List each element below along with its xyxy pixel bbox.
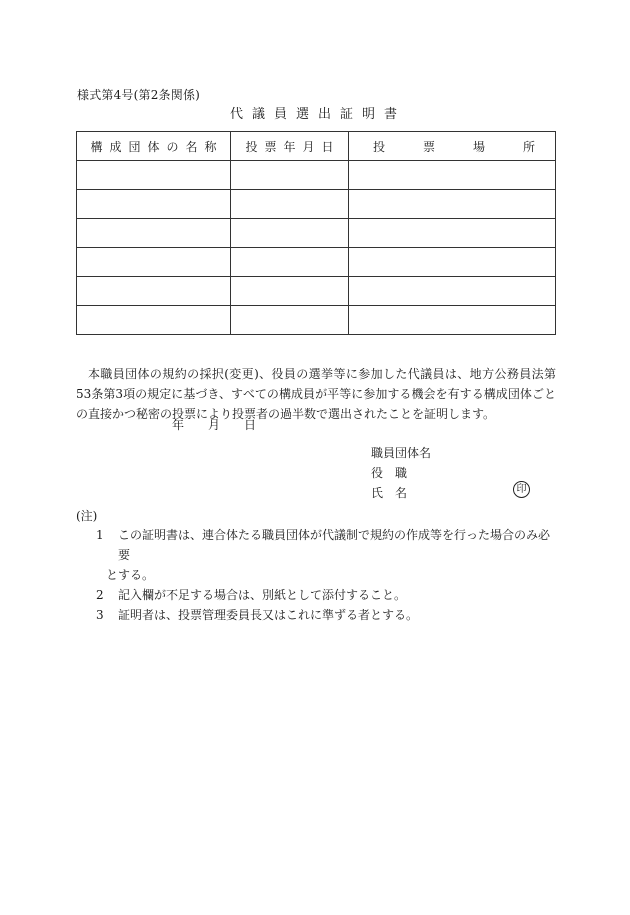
role-label: 役職 <box>371 466 420 480</box>
cell-vote-place[interactable] <box>349 306 556 335</box>
cell-vote-date[interactable] <box>231 190 349 219</box>
signature-block <box>371 443 431 503</box>
cell-group-name[interactable] <box>77 190 231 219</box>
vote-table <box>76 131 556 335</box>
header-vote-date <box>231 132 349 161</box>
note-item <box>96 605 556 625</box>
note-text: この証明書は、連合体たる職員団体が代議制で規約の作成等を行った場合のみ必要 <box>118 528 551 562</box>
table-row <box>77 219 556 248</box>
header-place-char: 所 <box>522 139 535 154</box>
header-place-char: 場 <box>472 139 485 154</box>
cell-group-name[interactable] <box>77 219 231 248</box>
cell-vote-date[interactable] <box>231 161 349 190</box>
notes-title: (注) <box>76 509 98 523</box>
note-text: 証明者は、投票管理委員長又はこれに準ずる者とする。 <box>118 608 419 622</box>
cell-group-name[interactable] <box>77 306 231 335</box>
date-year-label: 年 <box>172 418 185 432</box>
note-item <box>96 525 556 585</box>
cell-vote-place[interactable] <box>349 161 556 190</box>
date-day-label: 日 <box>244 418 257 432</box>
note-text-continued: とする。 <box>106 568 155 582</box>
note-text: 記入欄が不足する場合は、別紙として添付すること。 <box>118 588 407 602</box>
header-vote-place <box>349 132 556 161</box>
note-number: 1 <box>96 528 104 542</box>
cell-vote-date[interactable] <box>231 277 349 306</box>
cell-vote-date[interactable] <box>231 306 349 335</box>
table-header-row <box>77 132 556 161</box>
table-row <box>77 190 556 219</box>
date-month-label: 月 <box>208 418 221 432</box>
cell-vote-place[interactable] <box>349 190 556 219</box>
certification-statement: 本職員団体の規約の採択(変更)、役員の選挙等に参加した代議員は、地方公務員法第53条第3項の規定に基づき、すべての構成員が平等に参加する機会を有する構成団体ごとの直接かつ秘密の投票により投票者の過半数で選出されたことを証明します。 <box>76 367 556 421</box>
certification-date <box>172 416 256 433</box>
cell-vote-place[interactable] <box>349 277 556 306</box>
notes-list <box>96 525 556 625</box>
cell-vote-date[interactable] <box>231 219 349 248</box>
cell-group-name[interactable] <box>77 277 231 306</box>
cell-vote-date[interactable] <box>231 248 349 277</box>
cell-group-name[interactable] <box>77 248 231 277</box>
document-title: 代議員選出証明書 <box>229 107 406 122</box>
table-row <box>77 248 556 277</box>
table-row <box>77 306 556 335</box>
form-number: 様式第4号(第2条関係) <box>77 88 201 102</box>
header-place-char: 票 <box>422 139 435 154</box>
cell-vote-place[interactable] <box>349 219 556 248</box>
org-name-label: 職員団体名 <box>371 446 432 460</box>
header-vote-date-label: 投票年月日 <box>245 139 341 154</box>
header-place-char: 投 <box>373 139 386 154</box>
note-number: 3 <box>96 608 104 622</box>
name-label: 氏名 <box>371 486 420 500</box>
table-row <box>77 277 556 306</box>
note-number: 2 <box>96 588 104 602</box>
table-row <box>77 161 556 190</box>
note-item <box>96 585 556 605</box>
header-group-name <box>77 132 231 161</box>
cell-group-name[interactable] <box>77 161 231 190</box>
cell-vote-place[interactable] <box>349 248 556 277</box>
header-group-name-label: 構成団体の名称 <box>90 139 224 154</box>
seal-icon: 印 <box>513 481 530 498</box>
